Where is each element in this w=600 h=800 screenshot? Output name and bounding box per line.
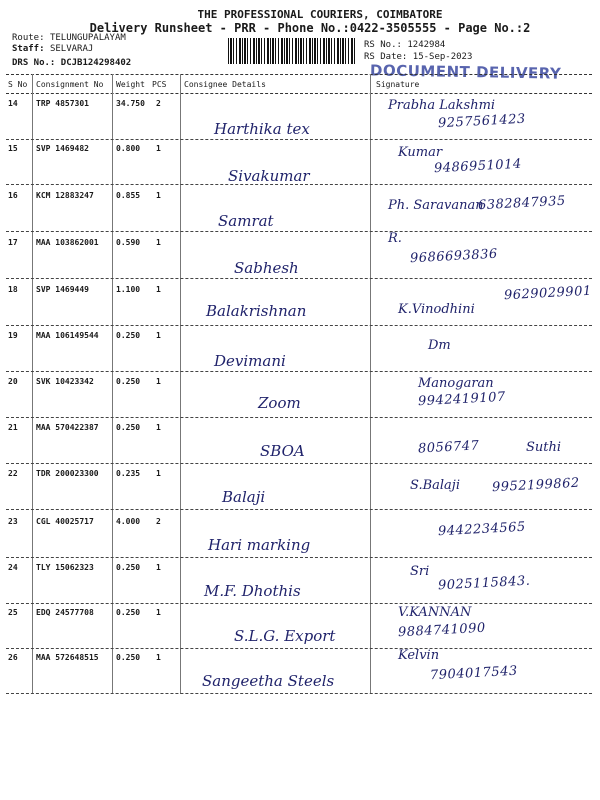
table-row xyxy=(6,372,592,418)
row-signature: Kelvin xyxy=(398,648,440,663)
route-label: Route: xyxy=(12,33,45,43)
table-row xyxy=(6,464,592,510)
row-signature: R. xyxy=(388,231,402,246)
col-signature: Signature xyxy=(376,80,420,89)
table-row xyxy=(6,233,592,279)
row-weight: 0.800 xyxy=(116,144,141,153)
rs-date-value: 15-Sep-2023 xyxy=(412,52,473,62)
row-phone: 9257561423 xyxy=(437,111,527,132)
row-consignment-no: TRP 4857301 xyxy=(36,99,89,108)
row-consignee-name: Sangeetha Steels xyxy=(202,672,335,690)
rs-no-label: RS No.: xyxy=(364,40,402,50)
row-signature: V.KANNAN xyxy=(398,605,472,620)
row-phone: 9686693836 xyxy=(409,246,499,267)
table-row xyxy=(6,94,592,140)
row-consignment-no: EDQ 24577708 xyxy=(36,608,94,617)
row-signature: Dm xyxy=(428,338,451,353)
row-weight: 0.250 xyxy=(116,608,141,617)
table-header xyxy=(6,74,592,94)
row-pcs: 1 xyxy=(156,285,161,294)
route-value: TELUNGUPALAYAM xyxy=(49,33,126,43)
row-sno: 21 xyxy=(8,423,18,432)
row-pcs: 1 xyxy=(156,377,161,386)
row-weight: 0.250 xyxy=(116,563,141,572)
document-delivery-stamp: DOCUMENT DELIVERY xyxy=(369,61,562,83)
row-consignee-name: M.F. Dhothis xyxy=(204,582,301,600)
table-row xyxy=(6,186,592,232)
row-pcs: 1 xyxy=(156,144,161,153)
rs-date-line xyxy=(364,52,472,62)
row-consignment-no: SVP 1469482 xyxy=(36,144,89,153)
table-row xyxy=(6,139,592,185)
row-sno: 20 xyxy=(8,377,18,386)
row-weight: 0.250 xyxy=(116,377,141,386)
staff-value: SELVARAJ xyxy=(49,44,94,54)
row-weight: 1.100 xyxy=(116,285,141,294)
row-pcs: 1 xyxy=(156,608,161,617)
row-consignment-no: MAA 570422387 xyxy=(36,423,99,432)
row-consignment-no: SVK 10423342 xyxy=(36,377,94,386)
row-sno: 19 xyxy=(8,331,18,340)
rs-no-value: 1242984 xyxy=(407,40,446,50)
row-pcs: 1 xyxy=(156,331,161,340)
col-sno: S No xyxy=(8,80,28,89)
row-sno: 16 xyxy=(8,191,18,200)
row-pcs: 2 xyxy=(156,517,161,526)
row-sno: 24 xyxy=(8,563,18,572)
company-title: THE PROFESSIONAL COURIERS, COIMBATORE xyxy=(197,8,443,21)
row-sno: 25 xyxy=(8,608,18,617)
staff-line xyxy=(12,44,93,54)
row-sno: 15 xyxy=(8,144,18,153)
drs-value: DCJB124298402 xyxy=(60,58,132,68)
row-pcs: 1 xyxy=(156,653,161,662)
row-sno: 23 xyxy=(8,517,18,526)
row-signature: Suthi xyxy=(526,440,562,455)
row-signature: Ph. Saravanan xyxy=(388,198,484,213)
row-consignment-no: CGL 40025717 xyxy=(36,517,94,526)
col-weight: Weight xyxy=(116,80,145,89)
row-phone: 9942419107 xyxy=(417,389,507,410)
row-consignment-no: MAA 572648515 xyxy=(36,653,99,662)
row-signature: S.Balaji xyxy=(410,478,460,493)
row-sno: 26 xyxy=(8,653,18,662)
col-consignment: Consignment No xyxy=(36,80,104,89)
row-phone: 9442234565 xyxy=(437,519,527,540)
col-pcs: PCS xyxy=(152,80,167,89)
row-pcs: 1 xyxy=(156,423,161,432)
col-consignee: Consignee Details xyxy=(184,80,266,89)
row-signature: Manogaran xyxy=(418,376,494,391)
row-phone: 8056747 xyxy=(417,438,480,457)
row-phone: 9884741090 xyxy=(397,620,487,641)
row-phone: 6382847935 xyxy=(477,193,567,214)
row-consignee-name: SBOA xyxy=(260,442,305,460)
row-phone: 9629029901 xyxy=(503,283,593,304)
row-consignment-no: KCM 12883247 xyxy=(36,191,94,200)
row-phone: 7904017543 xyxy=(429,663,519,684)
row-signature: K.Vinodhini xyxy=(398,302,475,317)
row-consignee-name: Sivakumar xyxy=(228,167,310,185)
table-row xyxy=(6,648,592,694)
table-row xyxy=(6,603,592,649)
route-line xyxy=(12,33,126,43)
row-consignment-no: TDR 200023300 xyxy=(36,469,99,478)
row-sno: 18 xyxy=(8,285,18,294)
row-weight: 4.000 xyxy=(116,517,141,526)
row-signature: Prabha Lakshmi xyxy=(388,98,496,113)
row-consignment-no: MAA 106149544 xyxy=(36,331,99,340)
row-weight: 0.235 xyxy=(116,469,141,478)
row-sno: 14 xyxy=(8,99,18,108)
runsheet-subtitle: Delivery Runsheet - PRR - Phone No.:0422-3505555 - Page No.:2 xyxy=(89,21,531,35)
row-consignment-no: MAA 103862001 xyxy=(36,238,99,247)
row-signature: Kumar xyxy=(398,145,443,160)
row-weight: 0.250 xyxy=(116,423,141,432)
rs-no-line xyxy=(364,40,445,50)
table-row xyxy=(6,418,592,464)
row-weight: 34.750 xyxy=(116,99,145,108)
row-phone: 9952199862 xyxy=(491,475,581,496)
table-row xyxy=(6,512,592,558)
table-row xyxy=(6,326,592,372)
drs-line xyxy=(12,58,131,68)
row-phone: 9486951014 xyxy=(433,156,523,177)
row-consignee-name: Harthika tex xyxy=(214,120,310,138)
row-pcs: 1 xyxy=(156,191,161,200)
row-consignee-name: Sabhesh xyxy=(234,259,299,277)
row-pcs: 2 xyxy=(156,99,161,108)
row-pcs: 1 xyxy=(156,469,161,478)
table-row xyxy=(6,280,592,326)
row-consignee-name: Devimani xyxy=(214,352,286,370)
row-consignment-no: TLY 15062323 xyxy=(36,563,94,572)
row-weight: 0.250 xyxy=(116,653,141,662)
row-pcs: 1 xyxy=(156,238,161,247)
row-sno: 22 xyxy=(8,469,18,478)
row-consignee-name: S.L.G. Export xyxy=(234,627,336,645)
row-weight: 0.590 xyxy=(116,238,141,247)
row-consignee-name: Samrat xyxy=(218,212,274,230)
row-signature: Sri xyxy=(410,564,430,579)
rs-date-label: RS Date: xyxy=(364,52,408,62)
row-consignee-name: Balaji xyxy=(222,488,266,506)
row-phone: 9025115843. xyxy=(437,573,531,594)
row-pcs: 1 xyxy=(156,563,161,572)
staff-label: Staff: xyxy=(12,44,45,54)
table-row xyxy=(6,558,592,604)
row-weight: 0.855 xyxy=(116,191,141,200)
barcode xyxy=(228,38,356,64)
row-consignment-no: SVP 1469449 xyxy=(36,285,89,294)
row-consignee-name: Balakrishnan xyxy=(206,302,307,320)
row-sno: 17 xyxy=(8,238,18,247)
row-consignee-name: Hari marking xyxy=(208,536,311,554)
row-consignee-name: Zoom xyxy=(258,394,301,412)
drs-label: DRS No.: xyxy=(12,58,56,68)
row-weight: 0.250 xyxy=(116,331,141,340)
